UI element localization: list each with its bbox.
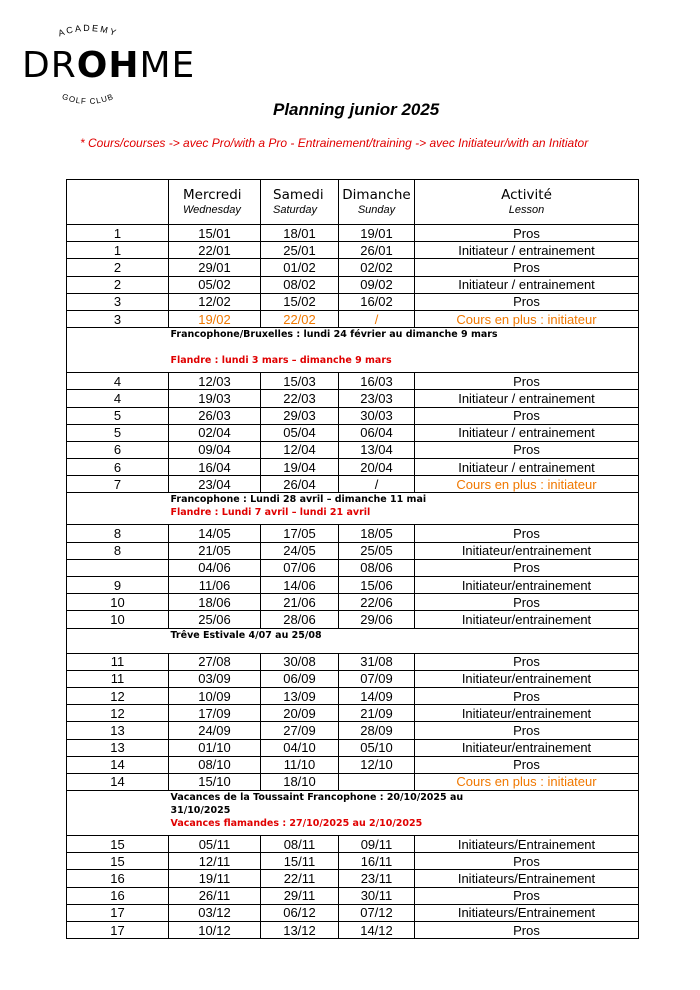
svg-text:ACADEMY — [57, 23, 119, 38]
table-row — [67, 922, 639, 939]
table-row — [67, 653, 639, 670]
table-row — [67, 242, 639, 259]
wednesday-date-cell: 19/03 — [169, 390, 261, 407]
week-number-cell: 9 — [67, 577, 169, 594]
activity-cell: Initiateur / entrainement — [415, 242, 639, 259]
week-number-cell: 12 — [67, 705, 169, 722]
wednesday-date-cell: 26/03 — [169, 407, 261, 424]
activity-cell: Initiateurs/Entrainement — [415, 836, 639, 853]
wednesday-date-cell: 27/08 — [169, 653, 261, 670]
activity-cell: Pros — [415, 887, 639, 904]
week-number-cell: 3 — [67, 310, 169, 327]
wednesday-date-cell: 19/02 — [169, 310, 261, 327]
saturday-date-cell: 24/05 — [261, 542, 339, 559]
header-blank — [67, 180, 169, 225]
week-number-cell: 13 — [67, 739, 169, 756]
activity-cell: Initiateur/entrainement — [415, 611, 639, 628]
activity-cell: Initiateur/entrainement — [415, 542, 639, 559]
table-row — [67, 773, 639, 790]
sunday-date-cell: 09/11 — [339, 836, 415, 853]
week-number-cell: 12 — [67, 687, 169, 704]
saturday-date-cell: 14/06 — [261, 577, 339, 594]
table-row — [67, 611, 639, 628]
week-number-cell: 10 — [67, 611, 169, 628]
week-number-cell: 16 — [67, 887, 169, 904]
sunday-date-cell: 30/11 — [339, 887, 415, 904]
wednesday-date-cell: 02/04 — [169, 424, 261, 441]
activity-cell: Pros — [415, 407, 639, 424]
wednesday-date-cell: 05/11 — [169, 836, 261, 853]
sunday-date-cell: 16/02 — [339, 293, 415, 310]
table-row — [67, 687, 639, 704]
table-row — [67, 577, 639, 594]
week-number-cell: 11 — [67, 670, 169, 687]
sunday-date-cell: 21/09 — [339, 705, 415, 722]
table-row — [67, 373, 639, 390]
wednesday-date-cell: 10/12 — [169, 922, 261, 939]
table-row — [67, 476, 639, 493]
activity-cell: Initiateur/entrainement — [415, 705, 639, 722]
holiday-note-cell — [169, 328, 639, 373]
sunday-date-cell: 15/06 — [339, 577, 415, 594]
header-activity: Activité Lesson — [415, 180, 639, 225]
saturday-date-cell: 13/09 — [261, 687, 339, 704]
logo-arc-top — [18, 18, 158, 48]
week-number-cell: 7 — [67, 476, 169, 493]
saturday-date-cell: 06/12 — [261, 904, 339, 921]
activity-cell: Initiateur/entrainement — [415, 670, 639, 687]
activity-cell: Cours en plus : initiateur — [415, 310, 639, 327]
wednesday-date-cell: 17/09 — [169, 705, 261, 722]
activity-cell: Pros — [415, 441, 639, 458]
week-number-cell: 13 — [67, 722, 169, 739]
week-number-cell: 10 — [67, 594, 169, 611]
week-number-cell — [67, 559, 169, 576]
wednesday-date-cell: 10/09 — [169, 687, 261, 704]
table-row — [67, 225, 639, 242]
wednesday-date-cell: 29/01 — [169, 259, 261, 276]
wednesday-date-cell: 23/04 — [169, 476, 261, 493]
table-row — [67, 559, 639, 576]
activity-cell: Initiateur / entrainement — [415, 276, 639, 293]
saturday-date-cell: 12/04 — [261, 441, 339, 458]
activity-cell: Pros — [415, 687, 639, 704]
sunday-date-cell: 22/06 — [339, 594, 415, 611]
table-row — [67, 276, 639, 293]
note-blank-cell — [67, 628, 169, 653]
sunday-date-cell: 13/04 — [339, 441, 415, 458]
activity-cell: Pros — [415, 853, 639, 870]
holiday-note-line: Vacances de la Toussaint Francophone : 20/10/2025 au — [170, 792, 464, 804]
header-saturday: Samedi Saturday — [261, 180, 339, 225]
saturday-date-cell: 20/09 — [261, 705, 339, 722]
holiday-note-line: Flandre : lundi 3 mars – dimanche 9 mars — [170, 355, 392, 367]
saturday-date-cell: 28/06 — [261, 611, 339, 628]
sunday-date-cell: 08/06 — [339, 559, 415, 576]
week-number-cell: 3 — [67, 293, 169, 310]
wednesday-date-cell: 26/11 — [169, 887, 261, 904]
saturday-date-cell: 22/03 — [261, 390, 339, 407]
header-row — [67, 180, 639, 225]
sunday-date-cell: 14/12 — [339, 922, 415, 939]
saturday-date-cell: 22/11 — [261, 870, 339, 887]
note-blank-cell — [67, 791, 169, 836]
holiday-note-cell — [169, 493, 639, 525]
saturday-date-cell: 18/01 — [261, 225, 339, 242]
table-row — [67, 853, 639, 870]
week-number-cell: 8 — [67, 542, 169, 559]
saturday-date-cell: 15/03 — [261, 373, 339, 390]
table-row — [67, 542, 639, 559]
holiday-note-line: 31/10/2025 — [170, 805, 231, 817]
table-row — [67, 459, 639, 476]
sunday-date-cell: / — [339, 476, 415, 493]
sunday-date-cell: 05/10 — [339, 739, 415, 756]
saturday-date-cell: 08/11 — [261, 836, 339, 853]
wednesday-date-cell: 03/09 — [169, 670, 261, 687]
saturday-date-cell: 29/11 — [261, 887, 339, 904]
note-blank-cell — [67, 493, 169, 525]
saturday-date-cell: 21/06 — [261, 594, 339, 611]
week-number-cell: 8 — [67, 525, 169, 542]
table-row — [67, 259, 639, 276]
table-row — [67, 904, 639, 921]
holiday-note-cell — [169, 628, 639, 653]
wednesday-date-cell: 15/01 — [169, 225, 261, 242]
activity-cell: Pros — [415, 559, 639, 576]
header-sunday: Dimanche Sunday — [339, 180, 415, 225]
table-row — [67, 407, 639, 424]
activity-cell: Pros — [415, 525, 639, 542]
saturday-date-cell: 08/02 — [261, 276, 339, 293]
sunday-date-cell: 07/12 — [339, 904, 415, 921]
wednesday-date-cell: 01/10 — [169, 739, 261, 756]
sunday-date-cell: 12/10 — [339, 756, 415, 773]
sunday-date-cell: / — [339, 310, 415, 327]
saturday-date-cell: 06/09 — [261, 670, 339, 687]
saturday-date-cell: 13/12 — [261, 922, 339, 939]
week-number-cell: 5 — [67, 424, 169, 441]
wednesday-date-cell: 16/04 — [169, 459, 261, 476]
saturday-date-cell: 05/04 — [261, 424, 339, 441]
activity-cell: Initiateur / entrainement — [415, 424, 639, 441]
holiday-note-row — [67, 328, 639, 373]
activity-cell: Pros — [415, 293, 639, 310]
table-row — [67, 293, 639, 310]
activity-cell: Pros — [415, 594, 639, 611]
saturday-date-cell: 01/02 — [261, 259, 339, 276]
week-number-cell: 2 — [67, 276, 169, 293]
table-row — [67, 525, 639, 542]
activity-cell: Pros — [415, 259, 639, 276]
page-title: Planning junior 2025 — [273, 100, 440, 119]
activity-cell: Initiateur / entrainement — [415, 390, 639, 407]
sunday-date-cell: 09/02 — [339, 276, 415, 293]
sunday-date-cell: 16/03 — [339, 373, 415, 390]
table-row — [67, 670, 639, 687]
sunday-date-cell: 28/09 — [339, 722, 415, 739]
week-number-cell: 5 — [67, 407, 169, 424]
week-number-cell: 17 — [67, 922, 169, 939]
sunday-date-cell: 16/11 — [339, 853, 415, 870]
week-number-cell: 15 — [67, 853, 169, 870]
activity-cell: Initiateurs/Entrainement — [415, 870, 639, 887]
saturday-date-cell: 22/02 — [261, 310, 339, 327]
sunday-date-cell: 14/09 — [339, 687, 415, 704]
saturday-date-cell: 27/09 — [261, 722, 339, 739]
wednesday-date-cell: 03/12 — [169, 904, 261, 921]
saturday-date-cell: 11/10 — [261, 756, 339, 773]
wednesday-date-cell: 21/05 — [169, 542, 261, 559]
activity-cell: Pros — [415, 722, 639, 739]
week-number-cell: 2 — [67, 259, 169, 276]
drohme-logo — [18, 18, 196, 107]
saturday-date-cell: 26/04 — [261, 476, 339, 493]
saturday-date-cell: 25/01 — [261, 242, 339, 259]
activity-cell: Initiateur/entrainement — [415, 739, 639, 756]
wednesday-date-cell: 15/10 — [169, 773, 261, 790]
table-row — [67, 390, 639, 407]
wednesday-date-cell: 08/10 — [169, 756, 261, 773]
holiday-note-row — [67, 628, 639, 653]
table-row — [67, 705, 639, 722]
activity-cell: Initiateur / entrainement — [415, 459, 639, 476]
activity-cell: Cours en plus : initiateur — [415, 476, 639, 493]
wednesday-date-cell: 25/06 — [169, 611, 261, 628]
week-number-cell: 1 — [67, 242, 169, 259]
holiday-note-line: Flandre : Lundi 7 avril – lundi 21 avril — [170, 507, 371, 519]
sunday-date-cell: 30/03 — [339, 407, 415, 424]
saturday-date-cell: 30/08 — [261, 653, 339, 670]
holiday-note-line: Trêve Estivale 4/07 au 25/08 — [170, 629, 322, 641]
sunday-date-cell: 29/06 — [339, 611, 415, 628]
activity-cell: Pros — [415, 922, 639, 939]
saturday-date-cell: 15/02 — [261, 293, 339, 310]
week-number-cell: 6 — [67, 441, 169, 458]
saturday-date-cell: 04/10 — [261, 739, 339, 756]
wednesday-date-cell: 09/04 — [169, 441, 261, 458]
sunday-date-cell: 18/05 — [339, 525, 415, 542]
activity-cell: Pros — [415, 653, 639, 670]
wednesday-date-cell: 05/02 — [169, 276, 261, 293]
sunday-date-cell: 26/01 — [339, 242, 415, 259]
sunday-date-cell: 31/08 — [339, 653, 415, 670]
table-row — [67, 756, 639, 773]
wednesday-date-cell: 14/05 — [169, 525, 261, 542]
saturday-date-cell: 15/11 — [261, 853, 339, 870]
saturday-date-cell: 29/03 — [261, 407, 339, 424]
week-number-cell: 1 — [67, 225, 169, 242]
logo-wordmark: DROHME — [22, 45, 196, 86]
table-row — [67, 424, 639, 441]
wednesday-date-cell: 24/09 — [169, 722, 261, 739]
wednesday-date-cell: 19/11 — [169, 870, 261, 887]
activity-cell: Initiateur/entrainement — [415, 577, 639, 594]
week-number-cell: 6 — [67, 459, 169, 476]
logo-arc-bottom — [18, 88, 158, 116]
week-number-cell: 15 — [67, 836, 169, 853]
saturday-date-cell: 19/04 — [261, 459, 339, 476]
activity-cell: Pros — [415, 756, 639, 773]
note-blank-cell — [67, 328, 169, 373]
sunday-date-cell: 02/02 — [339, 259, 415, 276]
header-wednesday: Mercredi Wednesday — [169, 180, 261, 225]
schedule-table — [66, 179, 639, 939]
svg-text:GOLF CLUB — [61, 92, 115, 106]
table-row — [67, 739, 639, 756]
holiday-note-row — [67, 493, 639, 525]
sunday-date-cell: 06/04 — [339, 424, 415, 441]
activity-cell: Initiateurs/Entrainement — [415, 904, 639, 921]
logo-golfclub-text: GOLF CLUB — [60, 91, 116, 107]
wednesday-date-cell: 22/01 — [169, 242, 261, 259]
activity-cell: Pros — [415, 373, 639, 390]
sunday-date-cell: 25/05 — [339, 542, 415, 559]
holiday-note-cell — [169, 791, 639, 836]
table-row — [67, 836, 639, 853]
wednesday-date-cell: 18/06 — [169, 594, 261, 611]
activity-cell: Cours en plus : initiateur — [415, 773, 639, 790]
saturday-date-cell: 07/06 — [261, 559, 339, 576]
legend-note: * Cours/courses -> avec Pro/with a Pro - Entrainement/training -> avec Initiateur/with an Initiator — [80, 136, 589, 150]
week-number-cell: 14 — [67, 756, 169, 773]
sunday-date-cell: 23/03 — [339, 390, 415, 407]
saturday-date-cell: 18/10 — [261, 773, 339, 790]
week-number-cell: 17 — [67, 904, 169, 921]
logo-academy-text: ACADEMY — [56, 22, 120, 39]
table-row — [67, 594, 639, 611]
week-number-cell: 4 — [67, 373, 169, 390]
table-row — [67, 722, 639, 739]
table-row — [67, 310, 639, 327]
table-row — [67, 887, 639, 904]
week-number-cell: 16 — [67, 870, 169, 887]
sunday-date-cell: 07/09 — [339, 670, 415, 687]
week-number-cell: 14 — [67, 773, 169, 790]
activity-cell: Pros — [415, 225, 639, 242]
sunday-date-cell: 23/11 — [339, 870, 415, 887]
wednesday-date-cell: 11/06 — [169, 577, 261, 594]
holiday-note-line — [171, 341, 639, 354]
wednesday-date-cell: 12/03 — [169, 373, 261, 390]
wednesday-date-cell: 12/02 — [169, 293, 261, 310]
holiday-note-row — [67, 791, 639, 836]
week-number-cell: 11 — [67, 653, 169, 670]
table-row — [67, 441, 639, 458]
wednesday-date-cell: 04/06 — [169, 559, 261, 576]
week-number-cell: 4 — [67, 390, 169, 407]
table-row — [67, 870, 639, 887]
sunday-date-cell: 20/04 — [339, 459, 415, 476]
sunday-date-cell: 19/01 — [339, 225, 415, 242]
holiday-note-line: Francophone/Bruxelles : lundi 24 février au dimanche 9 mars — [170, 329, 498, 341]
saturday-date-cell: 17/05 — [261, 525, 339, 542]
holiday-note-line: Francophone : Lundi 28 avril – dimanche 11 mai — [170, 494, 427, 506]
sunday-date-cell — [339, 773, 415, 790]
holiday-note-line: Vacances flamandes : 27/10/2025 au 2/10/2025 — [170, 818, 423, 830]
wednesday-date-cell: 12/11 — [169, 853, 261, 870]
